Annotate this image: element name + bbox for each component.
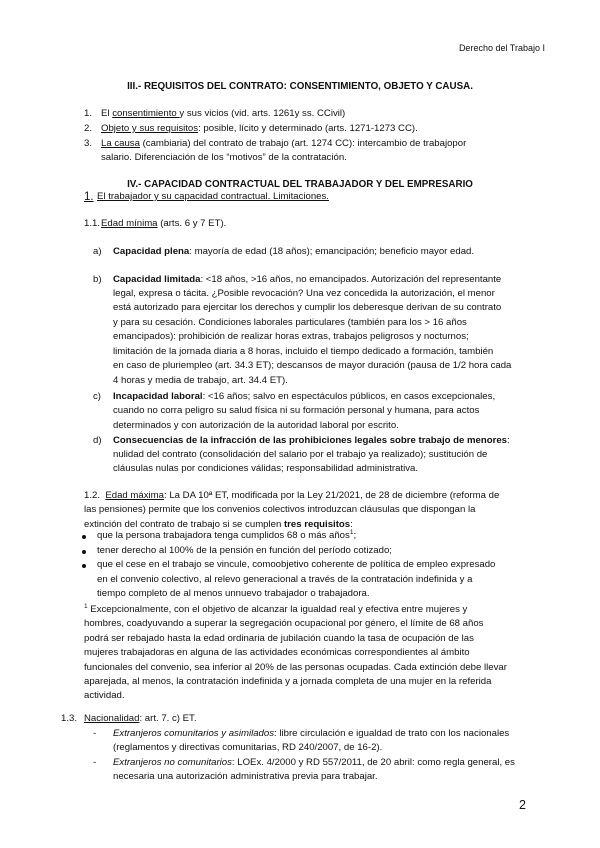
list-lead: El (101, 108, 113, 119)
list-rest: y sus vicios (vid. arts. 1261y ss. CCivil) (179, 108, 346, 119)
subsection-term: Edad máxima (105, 490, 165, 501)
bullet-item (97, 529, 356, 544)
subsection-rest: : La DA 10ª ET, modificada por la Ley 21/2021, de 28 de diciembre (reforma de (164, 490, 500, 501)
footnote-text: Excepcionalmente, con el objetivo de alcanzar la igualdad real y efectiva entre mujeres y (87, 604, 468, 615)
bullet-dot (82, 564, 86, 568)
bullet-line: en el convenio colectivo, al relevo generacional a través de la contratación indefinida y a (97, 574, 473, 585)
subsection-term: Edad mínima (101, 218, 158, 229)
subsection-term: Nacionalidad (84, 713, 140, 724)
page-number: 2 (519, 798, 526, 812)
subsection-number: 1.2. (84, 490, 101, 501)
subsection-title: El trabajador y su capacidad contractual. Limitaciones. (97, 191, 329, 202)
list-number: 1. (84, 108, 93, 119)
letter-label: b) (93, 274, 102, 285)
footnote (84, 603, 467, 618)
footnote-line: hombres, coadyuvando a superar la segregación ocupacional por género, el límite de 68 años (84, 618, 484, 629)
letter-rest: : <16 años; salvo en espectáculos públicos, en casos excepcionales, (202, 391, 496, 402)
paragraph-line: legal, expresa o tácita. ¿Posible revocación? Una vez concedida la autorización, el menor (113, 288, 495, 299)
bullet-text: que la persona trabajadora tenga cumplidos 68 o más años (97, 530, 350, 541)
letter-term: Incapacidad laboral (113, 391, 203, 402)
footnote-line: mujeres trabajadoras en alguna de las actividades económicas correspondientes al ámbito (84, 647, 470, 658)
footnote-line: actividad. (84, 690, 125, 701)
bullet-end: ; (353, 530, 357, 541)
letter-term: Capacidad limitada (113, 274, 201, 285)
paragraph-line: cláusulas nulas por condiciones válidas; responsabilidad administrativa. (113, 463, 419, 474)
paragraph-end: : (350, 519, 353, 530)
letter-rest: : <18 años, >16 años, no emancipados. Autorización del representante (200, 274, 502, 285)
list-number: 2. (84, 123, 93, 134)
paragraph-line: en caso de pluriempleo (art. 34.3 ET); descansos de mayor duración (pausa de 1/2 hora cada (113, 360, 512, 371)
list-continuation: (reglamentos y directivas comunitarias, RD 240/2007, de 16-2). (113, 742, 383, 753)
list-rest: (cambiaria) del contrato de trabajo (art. 1274 CC): intercambio de trabajopor (139, 138, 467, 149)
letter-term: Capacidad plena (113, 246, 190, 257)
bullet-dot (82, 550, 86, 554)
list-term: consentimiento (112, 108, 180, 119)
bullet-line: tiempo completo de al menos unnuevo trabajador o trabajadora. (97, 588, 370, 599)
list-term: Objeto y sus requisitos (101, 123, 199, 134)
list-continuation: necesaria una autorización administrativa previa para trabajar. (113, 771, 378, 782)
paragraph-line: está autorizado para ejercitar los derechos y cumplir los deberesque derivan de su contrato (113, 302, 502, 313)
subsection-number: 1.1. (84, 218, 101, 229)
letter-rest: : (507, 435, 510, 446)
dash-mark: - (93, 728, 97, 739)
section-4-title: IV.- CAPACIDAD CONTRACTUAL DEL TRABAJADOR Y DEL EMPRESARIO (127, 179, 473, 190)
paragraph-line: y para su cesación. Condiciones laborales particulares (también para los > 16 años (113, 317, 467, 328)
footnote-reference: 1 (349, 528, 354, 536)
list-term: Extranjeros comunitarios y asimilados (113, 728, 275, 739)
subsection-rest: (arts. 6 y 7 ET). (157, 218, 227, 229)
footnote-line: aparejada, al menos, la contratación indefinida y a jornada completa de una mujer en la referida (84, 676, 492, 687)
subsection-number: 1.3. (61, 713, 78, 724)
bullet-text: tener derecho al 100% de la pensión en función del período cotizado; (97, 545, 392, 556)
list-term: La causa (101, 138, 140, 149)
running-header: Derecho del Trabajo I (458, 43, 545, 53)
list-continuation: salario. Diferenciación de los “motivos” de la contratación. (101, 152, 347, 163)
bullet-dot (82, 535, 86, 539)
letter-rest: : mayoría de edad (18 años); emancipación; beneficio mayor edad. (189, 246, 475, 257)
list-number: 3. (84, 138, 93, 149)
paragraph-line: limitación de la jornada diaria a 8 horas, incluido el tiempo dedicado a formación, también (113, 346, 494, 357)
letter-label: d) (93, 435, 102, 446)
footnote-mark: 1 (84, 602, 88, 610)
footnote-line: funcionales del convenio, sea inferior al 20% de las personas ocupadas. Cada extinción debe llevar (84, 662, 507, 673)
letter-term: Consecuencias de la infracción de las prohibiciones legales sobre trabajo de menores (113, 435, 508, 446)
bullet-text: que el cese en el trabajo se vincule, comoobjetivo coherente de política de empleo expresado (97, 559, 496, 570)
paragraph-line: determinados y con autorización de la autoridad laboral por escrito. (113, 420, 399, 431)
letter-label: c) (93, 391, 101, 402)
paragraph-bold: tres requisitos (283, 519, 351, 530)
paragraph-line: nulidad del contrato (consolidación del salario por el trabajo ya realizado); sustitución de (113, 449, 488, 460)
list-rest: : libre circulación e igualdad de trato con los nacionales (274, 728, 510, 739)
paragraph-line: 4 horas y media de trabajo, art. 34.4 ET). (113, 375, 288, 386)
paragraph-line: cuando no corra peligro su salud física ni su formación personal y humana, para actos (113, 405, 480, 416)
list-rest: : LOEx. 4/2000 y RD 557/2011, de 20 abril: como regla general, es (231, 757, 515, 768)
section-3-title: III.- REQUISITOS DEL CONTRATO: CONSENTIMIENTO, OBJETO Y CAUSA. (127, 81, 473, 92)
subsection-rest: : art. 7. c) ET. (139, 713, 197, 724)
dash-mark: - (93, 757, 97, 768)
paragraph-lead: extinción del contrato de trabajo si se cumplen (84, 519, 284, 530)
list-term: Extranjeros no comunitarios (113, 757, 232, 768)
subsection-number: 1. (84, 191, 94, 203)
footnote-line: podrá ser rebajado hasta la edad ordinaria de jubilación cuando la tasa de ocupación de las (84, 633, 474, 644)
paragraph-line: las pensiones) permite que los convenios colectivos introduzcan cláusulas que dispongan la (84, 504, 476, 515)
paragraph-line: emancipados): prohibición de realizar horas extras, trabajos peligrosos y nocturnos; (113, 331, 469, 342)
list-rest: : posible, lícito y determinado (arts. 1271-1273 CC). (198, 123, 418, 134)
letter-label: a) (93, 246, 102, 257)
